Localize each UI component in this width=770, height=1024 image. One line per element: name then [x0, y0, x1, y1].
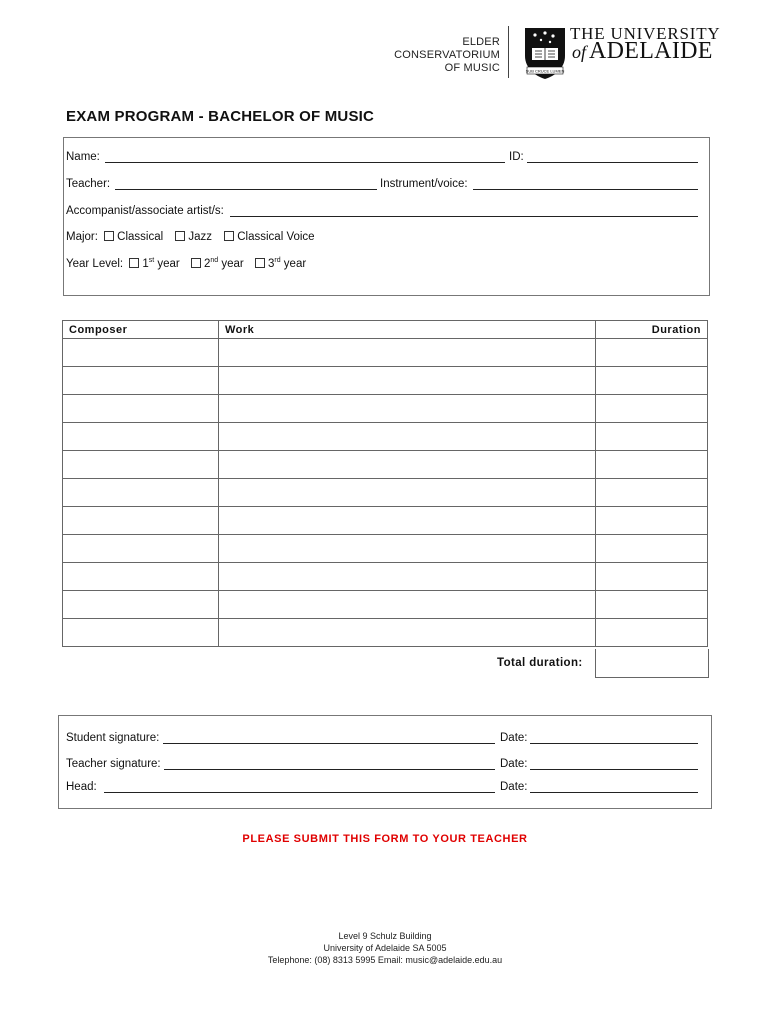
composer-cell[interactable]	[63, 339, 219, 367]
composer-cell[interactable]	[63, 591, 219, 619]
work-cell[interactable]	[219, 507, 596, 535]
crest-motto: SUB CRUCE LUMEN	[525, 68, 565, 74]
table-row	[63, 423, 708, 451]
program-table	[62, 320, 708, 647]
year-word: year	[283, 257, 307, 270]
head-date-label: Date:	[500, 781, 528, 793]
major-option-classical[interactable]	[104, 231, 163, 243]
footer-line-3: Telephone: (08) 8313 5995 Email: music@adelaide.edu.au	[267, 955, 503, 965]
checkbox-icon[interactable]	[104, 231, 114, 241]
work-cell[interactable]	[219, 451, 596, 479]
program-table-body	[63, 339, 708, 647]
duration-cell[interactable]	[596, 367, 708, 395]
year-option-3[interactable]	[255, 258, 306, 270]
year-level-label: Year Level:	[66, 257, 124, 270]
table-row	[63, 479, 708, 507]
head-signature-field[interactable]	[104, 792, 495, 793]
work-cell[interactable]	[219, 591, 596, 619]
table-row	[63, 451, 708, 479]
composer-cell[interactable]	[63, 535, 219, 563]
major-label: Major:	[66, 231, 98, 243]
major-row	[66, 231, 315, 243]
total-duration-label: Total duration:	[497, 657, 583, 669]
major-option-classical-voice[interactable]	[224, 231, 314, 243]
composer-header: Composer	[63, 321, 219, 339]
duration-cell[interactable]	[596, 591, 708, 619]
major-option-label: Jazz	[188, 231, 213, 243]
head-label: Head:	[66, 781, 97, 793]
year-option-1[interactable]	[129, 258, 179, 270]
elder-conservatorium-logo	[380, 36, 500, 75]
university-name-of: of	[572, 42, 587, 62]
total-duration-field[interactable]	[595, 649, 709, 678]
footer-line-1: Level 9 Schulz Building	[338, 931, 432, 941]
work-cell[interactable]	[219, 395, 596, 423]
duration-cell[interactable]	[596, 339, 708, 367]
table-row	[63, 367, 708, 395]
year-suffix: nd	[210, 257, 219, 264]
instrument-field[interactable]	[473, 189, 698, 190]
teacher-date-label: Date:	[500, 758, 528, 770]
duration-cell[interactable]	[596, 423, 708, 451]
name-field[interactable]	[105, 162, 505, 163]
teacher-label: Teacher:	[66, 178, 111, 190]
table-row	[63, 591, 708, 619]
teacher-date-field[interactable]	[530, 769, 698, 770]
composer-cell[interactable]	[63, 619, 219, 647]
university-name-top: THE UNIVERSITY	[570, 24, 721, 43]
major-option-label: Classical	[117, 231, 164, 243]
accompanist-label: Accompanist/associate artist/s:	[66, 205, 224, 217]
duration-cell[interactable]	[596, 395, 708, 423]
work-cell[interactable]	[219, 367, 596, 395]
work-cell[interactable]	[219, 563, 596, 591]
checkbox-icon[interactable]	[175, 231, 185, 241]
duration-cell[interactable]	[596, 535, 708, 563]
year-word: year	[221, 257, 244, 270]
duration-cell[interactable]	[596, 479, 708, 507]
major-option-jazz[interactable]	[175, 231, 212, 243]
year-number: 2	[203, 257, 211, 270]
page-title: EXAM PROGRAM - BACHELOR OF MUSIC	[66, 108, 375, 125]
work-cell[interactable]	[219, 619, 596, 647]
footer-line-2: University of Adelaide SA 5005	[323, 943, 447, 953]
work-cell[interactable]	[219, 339, 596, 367]
footer-address	[0, 930, 770, 966]
university-name-adelaide: ADELAIDE	[589, 38, 713, 64]
composer-cell[interactable]	[63, 395, 219, 423]
major-option-label: Classical Voice	[237, 231, 315, 243]
work-cell[interactable]	[219, 535, 596, 563]
checkbox-icon[interactable]	[255, 258, 265, 268]
checkbox-icon[interactable]	[191, 258, 201, 268]
duration-cell[interactable]	[596, 507, 708, 535]
table-row	[63, 535, 708, 563]
year-suffix: st	[148, 257, 155, 264]
student-date-label: Date:	[500, 732, 528, 744]
year-option-2[interactable]	[191, 258, 244, 270]
year-word: year	[157, 257, 180, 270]
university-crest-icon	[523, 26, 567, 80]
checkbox-icon[interactable]	[224, 231, 234, 241]
table-row	[63, 619, 708, 647]
teacher-field[interactable]	[115, 189, 377, 190]
year-number: 1	[142, 257, 149, 270]
student-date-field[interactable]	[530, 743, 698, 744]
checkbox-icon[interactable]	[129, 258, 139, 268]
id-field[interactable]	[527, 162, 698, 163]
submit-notice: PLEASE SUBMIT THIS FORM TO YOUR TEACHER	[242, 833, 528, 845]
duration-cell[interactable]	[596, 563, 708, 591]
composer-cell[interactable]	[63, 479, 219, 507]
head-date-field[interactable]	[530, 792, 698, 793]
name-label: Name:	[66, 151, 100, 163]
conservatorium-line-2: CONSERVATORIUM	[394, 49, 500, 61]
year-level-row	[66, 257, 306, 270]
teacher-signature-label: Teacher signature:	[66, 758, 161, 770]
table-header-row	[63, 321, 708, 339]
composer-cell[interactable]	[63, 367, 219, 395]
table-row	[63, 507, 708, 535]
duration-cell[interactable]	[596, 451, 708, 479]
table-row	[63, 563, 708, 591]
id-label: ID:	[509, 151, 524, 163]
composer-cell[interactable]	[63, 451, 219, 479]
conservatorium-line-1: ELDER	[462, 36, 500, 48]
composer-cell[interactable]	[63, 563, 219, 591]
composer-cell[interactable]	[63, 507, 219, 535]
year-suffix: rd	[274, 257, 281, 264]
work-cell[interactable]	[219, 423, 596, 451]
year-number: 3	[267, 257, 275, 270]
table-row	[63, 339, 708, 367]
student-signature-label: Student signature:	[66, 732, 160, 744]
accompanist-field[interactable]	[230, 216, 698, 217]
duration-header: Duration	[596, 321, 708, 339]
header-divider	[508, 26, 509, 78]
conservatorium-line-3: OF MUSIC	[444, 62, 500, 74]
work-cell[interactable]	[219, 479, 596, 507]
composer-cell[interactable]	[63, 423, 219, 451]
duration-cell[interactable]	[596, 619, 708, 647]
teacher-signature-field[interactable]	[164, 769, 495, 770]
student-signature-field[interactable]	[163, 743, 495, 744]
instrument-label: Instrument/voice:	[380, 178, 468, 190]
table-row	[63, 395, 708, 423]
work-header: Work	[219, 321, 596, 339]
